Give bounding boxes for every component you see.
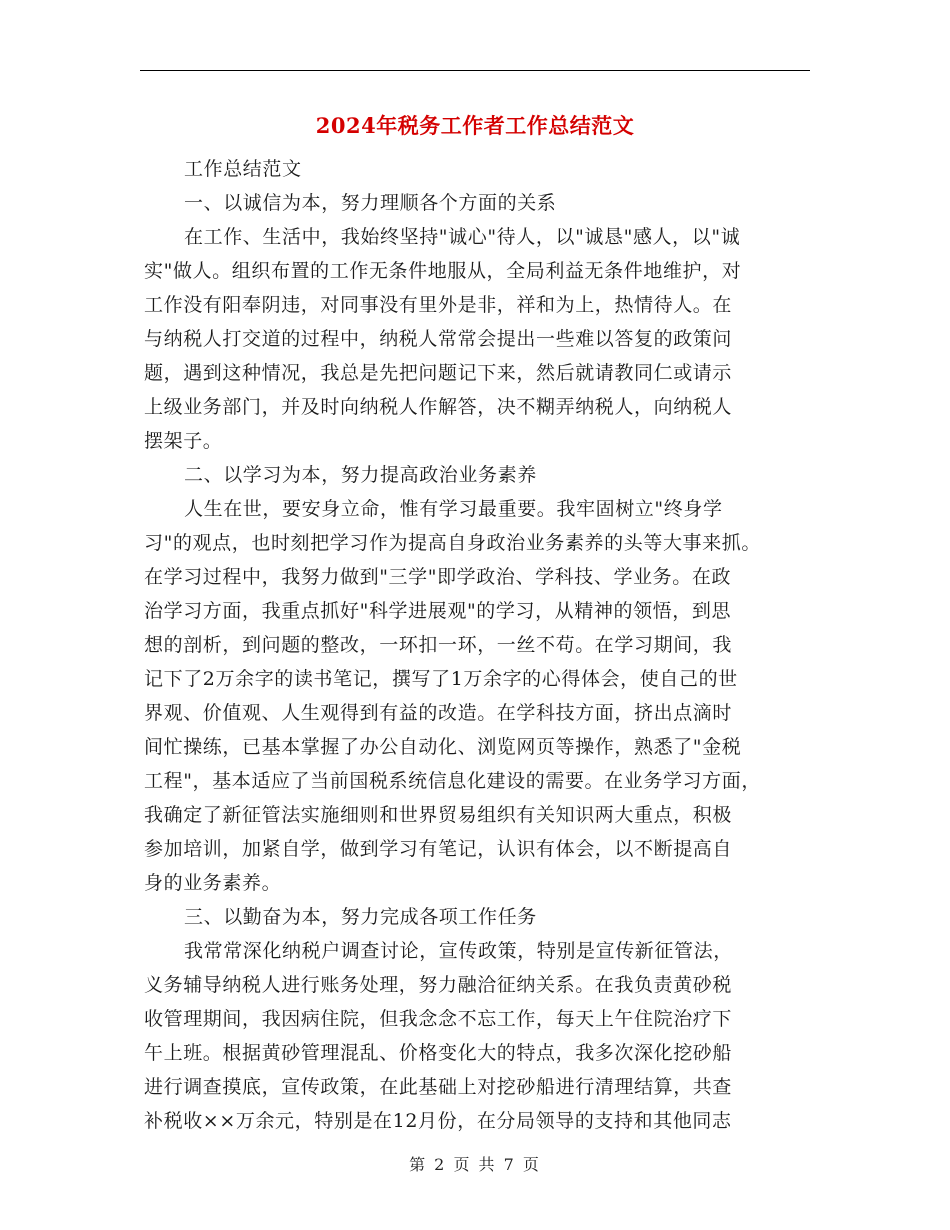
document-body <box>144 152 810 1138</box>
paragraph-line: 在学习过程中，我努力做到"三学"即学政治、学科技、学业务。在政 <box>144 566 732 588</box>
paragraph-line: 人生在世，要安身立命，惟有学习最重要。我牢固树立"终身学 <box>184 498 723 520</box>
paragraph-line: 进行调查摸底，宣传政策，在此基础上对挖砂船进行清理结算，共查 <box>144 1076 733 1098</box>
paragraph-line: 间忙操练，已基本掌握了办公自动化、浏览网页等操作，熟悉了"金税 <box>144 736 742 758</box>
header-rule <box>140 70 810 71</box>
paragraph-line: 治学习方面，我重点抓好"科学进展观"的学习，从精神的领悟，到思 <box>144 600 732 622</box>
paragraph-line: 工作没有阳奉阴违，对同事没有里外是非，祥和为上，热情待人。在 <box>144 294 733 316</box>
paragraph-line: 与纳税人打交道的过程中，纳税人常常会提出一些难以答复的政策问 <box>144 328 733 350</box>
paragraph-line: 参加培训，加紧自学，做到学习有笔记，认识有体会，以不断提高自 <box>144 838 733 860</box>
section-heading-1: 一、以诚信为本，努力理顺各个方面的关系 <box>184 192 557 214</box>
paragraph-line: 摆架子。 <box>144 430 223 452</box>
section-heading-3: 三、以勤奋为本，努力完成各项工作任务 <box>184 906 537 928</box>
paragraph-line: 身的业务素养。 <box>144 872 282 894</box>
document-title: 2024年税务工作者工作总结范文 <box>315 113 635 138</box>
paragraph-line: 在工作、生活中，我始终坚持"诚心"待人，以"诚恳"感人，以"诚 <box>184 226 741 248</box>
paragraph-line: 想的剖析，到问题的整改，一环扣一环，一丝不苟。在学习期间，我 <box>144 634 733 656</box>
paragraph-line: 界观、价值观、人生观得到有益的改造。在学科技方面，挤出点滴时 <box>144 702 733 724</box>
paragraph-line: 补税收××万余元，特别是在12月份，在分局领导的支持和其他同志 <box>144 1110 732 1132</box>
paragraph-line: 习"的观点，也时刻把学习作为提高自身政治业务素养的头等大事来抓。 <box>144 532 761 554</box>
section-label: 工作总结范文 <box>184 158 302 180</box>
paragraph-line: 记下了2万余字的读书笔记，撰写了1万余字的心得体会，使自己的世 <box>144 668 738 690</box>
paragraph-line: 收管理期间，我因病住院，但我念念不忘工作，每天上午住院治疗下 <box>144 1008 733 1030</box>
paragraph-line: 我确定了新征管法实施细则和世界贸易组织有关知识两大重点，积极 <box>144 804 733 826</box>
paragraph-line: 工程"，基本适应了当前国税系统信息化建设的需要。在业务学习方面， <box>144 770 761 792</box>
paragraph-line: 义务辅导纳税人进行账务处理，努力融洽征纳关系。在我负责黄砂税 <box>144 974 733 996</box>
section-heading-2: 二、以学习为本，努力提高政治业务素养 <box>184 464 537 486</box>
paragraph-line: 题，遇到这种情况，我总是先把问题记下来，然后就请教同仁或请示 <box>144 362 733 384</box>
paragraph-line: 午上班。根据黄砂管理混乱、价格变化大的特点，我多次深化挖砂船 <box>144 1042 733 1064</box>
paragraph-line: 上级业务部门，并及时向纳税人作解答，决不糊弄纳税人，向纳税人 <box>144 396 733 418</box>
paragraph-line: 我常常深化纳税户调查讨论，宣传政策，特别是宣传新征管法， <box>184 940 733 962</box>
page-number-footer: 第 2 页 共 7 页 <box>409 1155 541 1174</box>
paragraph-line: 实"做人。组织布置的工作无条件地服从，全局利益无条件地维护，对 <box>144 260 742 282</box>
